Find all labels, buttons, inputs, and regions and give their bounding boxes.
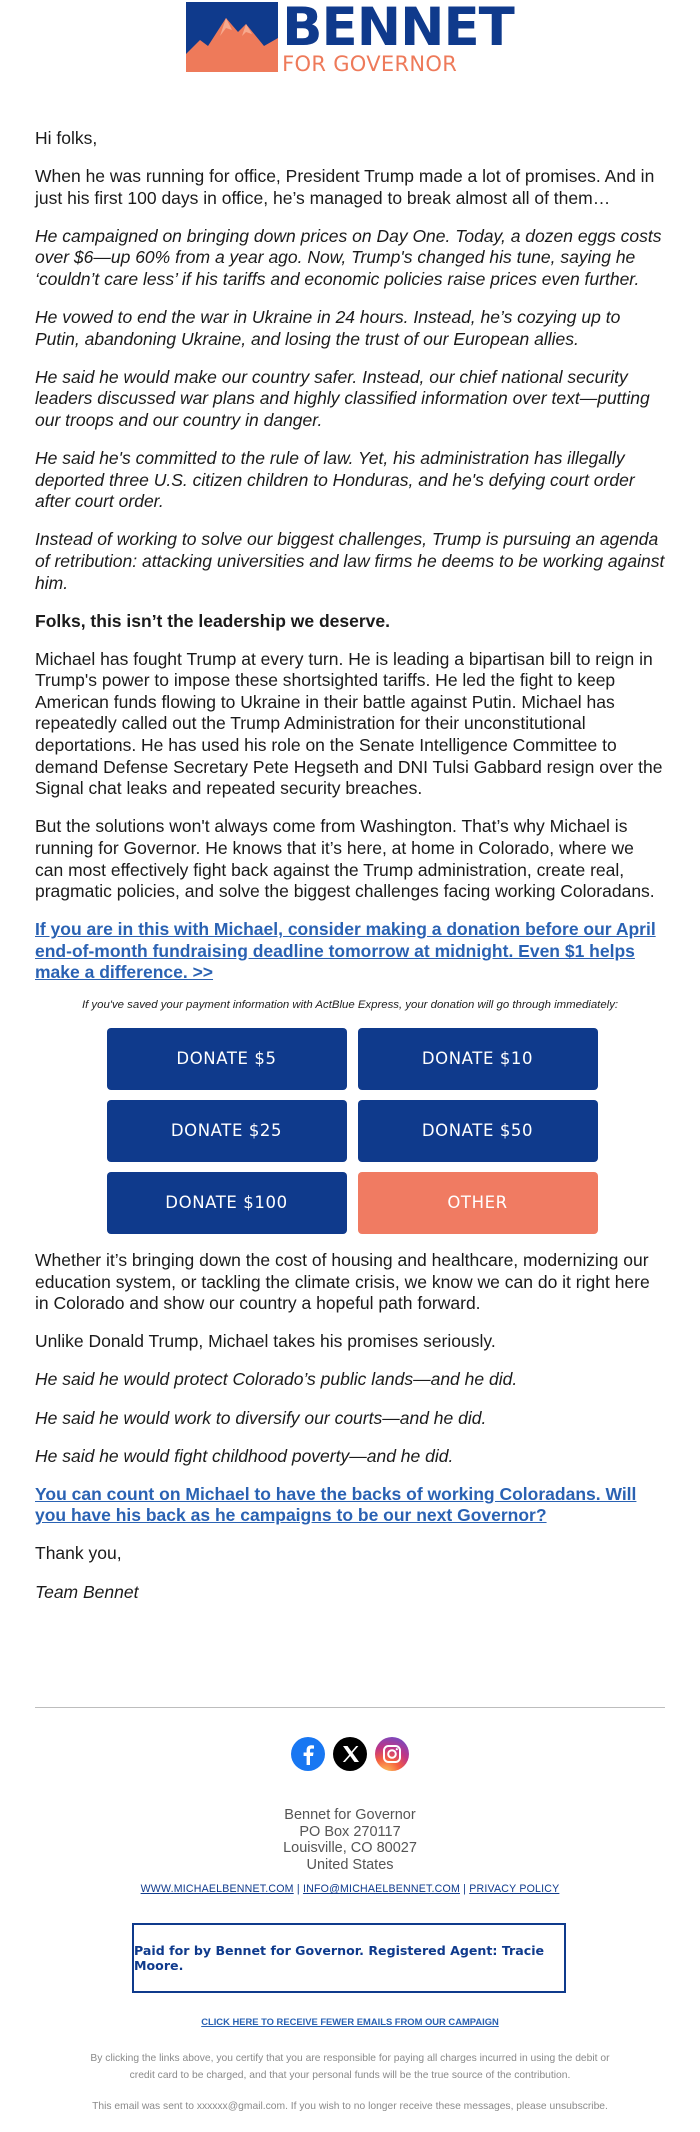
- facebook-icon[interactable]: [291, 1737, 325, 1771]
- logo-subtitle: FOR GOVERNOR: [282, 52, 458, 76]
- donate-100-button[interactable]: DONATE $100: [107, 1172, 347, 1234]
- paragraph-security: He said he would make our country safer. Instead, our chief national security leaders discussed war plans and highly classified information over text—putting our troops and our country in danger.: [35, 366, 650, 430]
- footer-links: [0, 1883, 700, 1895]
- link-separator: |: [463, 1883, 467, 1895]
- donate-25-button[interactable]: DONATE $25: [107, 1100, 347, 1162]
- address-line: Louisville, CO 80027: [283, 1840, 417, 1856]
- social-links: [0, 1737, 700, 1771]
- paragraph-public-lands: He said he would protect Colorado’s public lands—and he did.: [35, 1369, 518, 1390]
- paragraph-intro: When he was running for office, President Trump made a lot of promises. And in just his first 100 days in office, he’s managed to break almost all of them…: [35, 166, 655, 208]
- footer-divider: [35, 1707, 665, 1708]
- address-line: Bennet for Governor: [284, 1807, 416, 1823]
- address-line: United States: [306, 1856, 394, 1873]
- paragraph-leadership: Folks, this isn’t the leadership we deserve.: [35, 610, 390, 631]
- paragraph-colorado: Whether it’s bringing down the cost of housing and healthcare, modernizing our education system, or tackling the climate crisis, we know we can do it right here in Colorado and show our country a hopeful path forward.: [35, 1250, 650, 1314]
- donate-10-button[interactable]: DONATE $10: [358, 1028, 598, 1090]
- donate-50-button[interactable]: DONATE $50: [358, 1100, 598, 1162]
- paragraph-courts: He said he would work to diversify our courts—and he did.: [35, 1407, 487, 1428]
- privacy-policy-link[interactable]: PRIVACY POLICY: [469, 1883, 560, 1895]
- x-twitter-icon[interactable]: [333, 1737, 367, 1771]
- donate-other-button[interactable]: OTHER: [358, 1172, 598, 1234]
- paragraph-governor: But the solutions won't always come from Washington. That’s why Michael is running for Governor. He knows that it’s here, at home in Colorado, where we can most effectively fight back against the Trump administration, create real, pragmatic policies, and solve the biggest challenges facing working Coloradans.: [35, 816, 655, 902]
- signoff: Thank you,: [35, 1543, 122, 1564]
- website-link[interactable]: WWW.MICHAELBENNET.COM: [140, 1883, 294, 1895]
- donation-cta-link[interactable]: If you are in this with Michael, consider making a donation before our April end-of-month fundraising deadline tomorrow at midnight. Even $1 helps make a difference. >>: [35, 919, 656, 983]
- header: [0, 0, 700, 92]
- paragraph-retribution: Instead of working to solve our biggest challenges, Trump is pursuing an agenda of retribution: attacking universities and law firms he deems to be working against him.: [35, 529, 665, 593]
- link-separator: |: [296, 1883, 300, 1895]
- actblue-express-note: If you've saved your payment information with ActBlue Express, your donation will go through immediately:: [81, 998, 619, 1011]
- paragraph-promises: Unlike Donald Trump, Michael takes his promises seriously.: [35, 1331, 496, 1352]
- email-body: [0, 92, 700, 1603]
- instagram-icon[interactable]: [375, 1737, 409, 1771]
- paid-for-disclaimer: Paid for by Bennet for Governor. Registered Agent: Tracie Moore.: [132, 1923, 566, 1993]
- greeting: Hi folks,: [35, 128, 98, 148]
- paragraph-prices: He campaigned on bringing down prices on Day One. Today, a dozen eggs costs over $6—up 60% from a year ago. Now, Trump's changed his tune, saying he ‘couldn’t care less’ if his tariffs and economic policies raise prices even further.: [35, 225, 662, 289]
- sent-to-notice: This email was sent to xxxxxx@gmail.com. If you wish to no longer receive these messages, please unsubscribe.: [92, 2101, 608, 2112]
- mountain-logo-icon: [186, 2, 278, 72]
- mailing-address: [0, 1807, 700, 1873]
- address-line: PO Box 270117: [299, 1823, 401, 1840]
- logo-title: BENNET: [282, 0, 514, 58]
- email-link[interactable]: INFO@MICHAELBENNET.COM: [302, 1883, 460, 1895]
- donate-5-button[interactable]: DONATE $5: [107, 1028, 347, 1090]
- contribution-disclaimer: By clicking the links above, you certify that you are responsible for paying all charges incurred in using the debit or credit card to be charged, and that your personal funds will be the true source of the contribution.: [90, 2053, 610, 2081]
- paragraph-poverty: He said he would fight childhood poverty—and he did.: [35, 1445, 454, 1466]
- signature: Team Bennet: [35, 1581, 139, 1602]
- fewer-emails-link[interactable]: CLICK HERE TO RECEIVE FEWER EMAILS FROM OUR CAMPAIGN: [201, 2016, 499, 2027]
- donate-buttons: [107, 1028, 594, 1234]
- paragraph-michael-record: Michael has fought Trump at every turn. He is leading a bipartisan bill to reign in Trump's power to impose these shortsighted tariffs. He led the fight to keep American funds flowing to Ukraine in their battle against Putin. Michael has repeatedly called out the Trump Administration for their unconstitutional deportations. He has used his role on the Senate Intelligence Committee to demand Defense Secretary Pete Hegseth and DNI Tulsi Gabbard resign over the Signal chat leaks and repeated security breaches.: [35, 648, 663, 799]
- support-cta-link[interactable]: You can count on Michael to have the backs of working Coloradans. Will you have his back as he campaigns to be our next Governor?: [35, 1483, 637, 1526]
- paragraph-ukraine: He vowed to end the war in Ukraine in 24 hours. Instead, he’s cozying up to Putin, abandoning Ukraine, and losing the trust of our European allies.: [35, 307, 621, 349]
- paragraph-rule-of-law: He said he's committed to the rule of law. Yet, his administration has illegally deported three U.S. citizen children to Honduras, and he's defying court order after court order.: [35, 448, 635, 512]
- campaign-logo[interactable]: [186, 2, 514, 75]
